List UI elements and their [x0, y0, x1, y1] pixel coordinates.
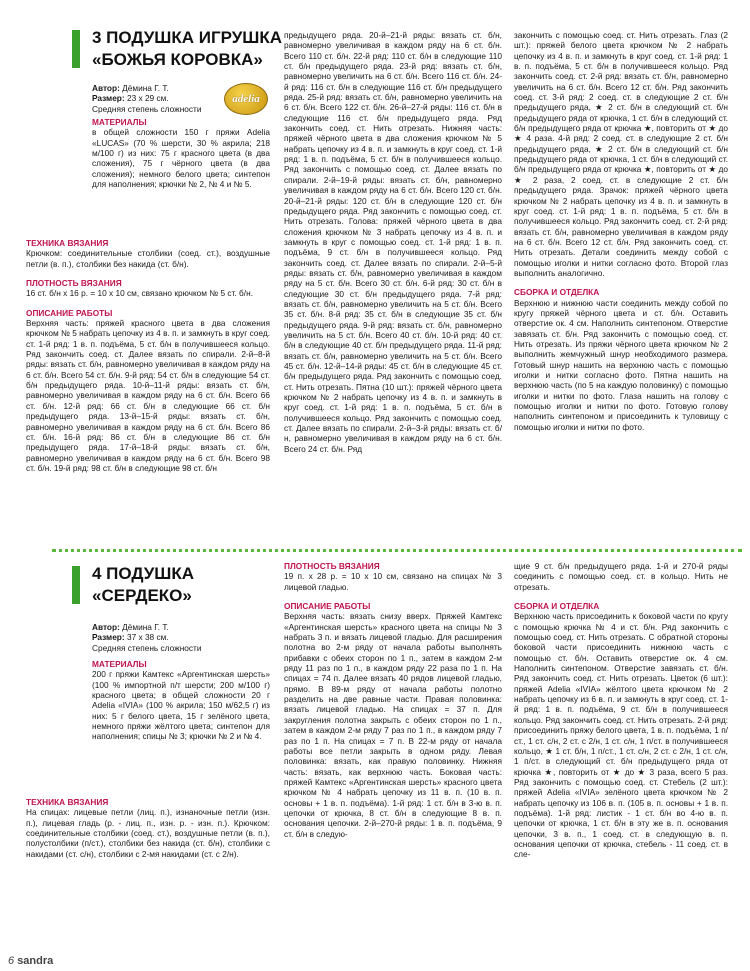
materials-heading-4: МАТЕРИАЛЫ — [92, 659, 147, 669]
technique-text-4: На спицах: лицевые петли (лиц. п.), изнаночные петли (изн. п.), лицевая гладь (р. - лиц. п., изн. р. - изн. п.). Крючком: соединительные столбики (соед. ст.), воздушные петли (в. п.), полустолбики (п/ст.), столбики без накида (ст. б/н), столбики с накидами (ст. с/н), столбики с 2-мя накидами (ст. с 2/н). — [26, 807, 270, 859]
description-continued-4: щие 9 ст. б/н предыдущего ряда. 1-й и 270-й ряды соединить с помощью соед. ст. в кольцо. Нить не отрезать. — [514, 561, 728, 592]
assembly-heading-4: СБОРКА И ОТДЕЛКА — [514, 601, 600, 612]
density-text: 16 ст. б/н х 16 р. = 10 х 10 см, связано крючком № 5 ст. б/н. — [26, 288, 254, 299]
adelia-logo: adelia — [224, 83, 268, 115]
section3-column2 — [284, 30, 502, 548]
density-text-4: 19 п. х 28 р. = 10 х 10 см, связано на спицах № 3 лицевой гладью. — [284, 571, 502, 592]
section4-materials — [92, 659, 270, 789]
assembly-heading: СБОРКА И ОТДЕЛКА — [514, 287, 600, 298]
assembly-text: Верхнюю и нижнюю части соединить между собой по кругу пряжей чёрного цвета и ст. б/н. Оставить отверстие ок. 4 см. Наполнить синтепоном. Отверстие завязать ст. б/н. Ряд закончить с помощью соед. ст. Нить отрезать. Из пряжи чёрного цвета крючком № 2 выполнить жемчужный шнур необходимого размера. Готовый шнур нашить на верхнюю часть с помощью иголки и нитки согласно фото. Пятна нашить на верхнюю часть (по 5 на каждую половинку) с помощью иголки и нитки по фото. Глаза нашить на голову с помощью иголки и нитки по фото. Готовую голову наполнить синтепоном и присоединить к туловищу с помощью иголки и нитки по фото. — [514, 297, 728, 432]
section3-title-line2: «БОЖЬЯ КОРОВКА» — [92, 50, 263, 69]
description-heading-4: ОПИСАНИЕ РАБОТЫ — [284, 601, 371, 612]
description-continued-2: закончить с помощью соед. ст. Нить отрезать. Глаз (2 шт.): пряжей белого цвета крючком № 2 набрать цепочку из 4 в. п. и замкнуть в круг соед. ст. 1-й ряд: 1 в. п. подъёма, 5 ст. б/н в получившееся кольцо. Ряд закончить соед. ст. 2-й ряд: вязать ст. б/н, равномерно увеличить на 6 ст. б/н. Всего 12 ст. б/н. Ряд закончить соед. ст. 3-й ряд: 2 соед. ст. в следующие 2 ст. б/н предыдущего ряда, ★ 2 ст. б/н в следующий ст. б/н предыдущего ряда от крючка, 1 ст. б/н в следующий ст. б/н предыдущего ряда от крючка ★, повторить от ★ до ★ 4 раза. 4-й ряд: 2 соед. ст. в следующие 2 ст. б/н предыдущего ряда, ★ 2 ст. б/н в следующий ст. б/н предыдущего ряда от крючка, 1 ст. б/н в следующий ст. б/н предыдущего ряда от крючка ★, повторить от ★ до ★ 2 раза, 2 соед. ст. в следующие 2 ст. б/н предыдущего ряда. Зрачок: пряжей чёрного цвета крючком № 2 набрать цепочку из 4 в. п. и замкнуть в круг соед. ст. 1-й ряд: 1 в. п. подъёма, 5 ст. б/н в получившееся кольцо. Ряд закончить соед. ст. 2-й ряд: вязать ст. б/н, равномерно увеличивая в каждом ряду на 6 ст. б/н. Всего 12 ст. б/н. Ряд закончить соед. ст. Нить отрезать. Детали соединить между собой с помощью иголки и нитки согласно фото. Второй глаз выполнить аналогично. — [514, 30, 728, 278]
section4-title-line1: 4 ПОДУШКА — [92, 564, 195, 583]
assembly-text-4: Верхнюю часть присоединить к боковой части по кругу с помощью крючка № 4 и ст. б/н. Ряд закончить с помощью соед. ст. Нить отрезать. С обратной стороны боковой части присоединить нижнюю часть с помощью ст. б/н. Оставить отверстие ок. 4 см. Наполнить синтепоном. Отверстие завязать ст. б/н. Ряд закончить соед. ст. Нить отрезать. Цветок (6 шт.): пряжей Adelia «IVIA» жёлтого цвета крючком № 2 набрать цепочку из 6 в. п. и замкнуть в круг соед. ст. 1-й ряд: 1 в. п. подъёма, 9 ст. б/н в получившееся кольцо. Ряд закончить соед. ст. Нить отрезать. 2-й ряд: присоединить пряжу белого цвета, 1 в. п. подъёма, 1 п/ст., 1 ст. с/н, 2 ст. с 2/н, 1 ст. с/н, 1 п/ст. в получившееся кольцо, ★ 1 ст. б/н, 1 п/ст., 1 ст. с/н, 2 ст. с 2/н, 1 ст. с/н, 1 п/ст. в следующий ст. б/н предыдущего ряда от крючка ★, повторить от ★ до ★ 3 раза, всего 5 раз. Ряд закончить с помощью соед. ст. Стебель (2 шт.): пряжей Adelia «IVIA» зелёного цвета крючком № 2 набрать цепочку из 106 в. п. (105 в. п. основы + 1 в. п. подъёма). 1-й ряд: листик - 1 ст. б/н во 4-ю в. п. цепочки от крючка, 1 ст. б/н в эту же в. п. основания цепочки, 3 в. п., 1 соед. ст. в следующую в. п. основания цепочки от крючка, стебель - 11 соед. ст. в сле- — [514, 611, 728, 860]
section4-column2 — [284, 561, 502, 956]
density-heading-4: ПЛОТНОСТЬ ВЯЗАНИЯ — [284, 561, 380, 571]
section4-accent-bar — [72, 566, 80, 604]
density-heading: ПЛОТНОСТЬ ВЯЗАНИЯ — [26, 278, 122, 289]
section4-meta: Автор: Дёмина Г. Т. Размер: 37 х 38 см. Средняя степень сложности — [92, 622, 202, 653]
description-text-4: Верхняя часть: вязать снизу вверх. Пряжей Камтекс «Аргентинская шерсть» красного цвета на спицы № 3 набрать 3 п. и вязать лицевой гладью. Для расширения полотна во 2-м ряду от начала работы выполнять прибавки с обеих сторон по 1 п., затем в каждом 2-м ряду 11 раз по 1 п., в каждом ряду 22 раза по 1 п. На спицах = 74 п. Далее вязать 40 рядов лицевой гладью, прямо. В 89-м ряду от начала работы полотно разделить на две равные части. Правая половинка: вязать лицевой гладью. На спицах = 37 п. Для закругления полотна закрыть с обеих сторон по 1 п., затем в каждом 2-м ряду 7 раз по 1 п., в каждом ряду 7 раз по 1 п. На спицах = 7 п. В 22-м ряду от начала работы все петли закрыть в одном ряду. Левая половинка: вязать, как правую половинку. Нижняя часть: вязать, как верхнюю часть. Боковая часть: пряжей Камтекс «Аргентинская шерсть» красного цвета крючком № 4 набрать цепочку из 11 в. п. (10 в. п. основы + 1 в. п. подъёма). 1-й ряд: 1 ст. б/н в 3-ю в. п. цепочки от крючка, 8 ст. б/н в следующие 8 в. п. основания цепочки. 2-й–270-й ряды: 1 в. п. подъёма, 9 ст. б/н в следую- — [284, 611, 502, 839]
technique-heading-4: ТЕХНИКА ВЯЗАНИЯ — [26, 797, 109, 807]
description-continued: предыдущего ряда. 20-й–21-й ряды: вязать ст. б/н, равномерно увеличивая в каждом ряду на 6 ст. б/н. Всего 110 ст. б/н. 22-й ряд: 110 ст. б/н в следующие 110 ст. б/н предыдущего ряда. 23-й ряд: вязать ст. б/н, равномерно увеличить на 6 ст. б/н. Всего 116 ст. б/н. 24-й ряд: 116 ст. б/н в следующие 116 ст. б/н предыдущего ряда. 25-й ряд: вязать ст. б/н, равномерно увеличить на 6 ст. б/н. Всего 122 ст. б/н. 26-й–27-й ряды: 116 ст. б/н в следующие 116 ст. б/н предыдущего ряда. Ряд закончить соед. ст. Нить отрезать. Нижняя часть: пряжей чёрного цвета в два сложения крючком № 5 набрать цепочку из 4 в. п. и замкнуть в круг соед. ст. 1-й ряд: 1 в. п. подъёма, 5 ст. б/н в получившееся кольцо. Ряд закончить с помощью соед. ст. Далее вязать по спирали. 2-й–19-й ряды: вязать ст. б/н, равномерно увеличивая в каждом ряду на 6 ст. б/н. Всего 120 ст. б/н. 20-й–21-й ряды: 120 ст. б/н в следующие 120 ст. б/н предыдущего ряда. Ряд закончить с помощью соед. ст. Нить отрезать. Голова: пряжей чёрного цвета в два сложения крючком № 3 набрать цепочку из 4 в. п. и замкнуть в круг с помощью соед. ст. 1-й ряд: 1 в. п. подъёма, 9 ст. б/н в получившееся кольцо. Ряд закончить соед. ст. Далее вязать по спирали. 2-й–5-й ряды: вязать ст. б/н, равномерно увеличивая в каждом ряду на 5 ст. б/н. Всего 30 ст. б/н. 6-й ряд: 30 ст. б/н в следующие 30 ст. б/н предыдущего ряда. 7-й ряд: вязать ст. б/н, равномерно увеличить на 5 ст. б/н. Всего 35 ст. б/н. 8-й ряд: 35 ст. б/н в следующие 35 ст. б/н предыдущего ряда. 9-й ряд: вязать ст. б/н, равномерно увеличить на 5 ст. б/н. Всего 40 ст. б/н. 10-й ряд: 40 ст. б/н в следующие 40 ст. б/н предыдущего ряда. 11-й ряд: вязать ст. б/н, равномерно увеличить на 5 ст. б/н. Всего 45 ст. б/н. 12-й–14-й ряды: 45 ст. б/н в следующие 45 ст. б/н предыдущего ряда. Ряд закончить с помощью соед. ст. Нить отрезать. Пятна (10 шт.): пряжей чёрного цвета крючком № 2 набрать цепочку из 4 в. п. и замкнуть в круг соед. ст. 1-й ряд: 1 в. п. подъёма, 5 ст. б/н в получившееся кольцо. Ряд закончить с помощью соед. ст. Далее вязать по спирали. 2-й–3-й ряды: вязать ст. б/н, равномерно увеличивая в каждом ряду на 6 ст. б/н. Всего 24 ст. б/н. Ряд — [284, 30, 502, 454]
page-footer — [8, 955, 53, 967]
section3-meta: Автор: Дёмина Г. Т. Размер: 23 х 29 см. Средняя степень сложности — [92, 83, 202, 114]
magazine-brand: sandra — [17, 955, 54, 967]
description-text: Верхняя часть: пряжей красного цвета в два сложения крючком № 5 набрать цепочку из 4 в. п. и замкнуть в круг соед. ст. 1-й ряд: 1 в. п. подъёма, 5 ст. б/н в получившееся кольцо. Ряд закончить соед. ст. Далее вязать по спирали. 2-й–8-й ряды: вязать ст. б/н, равномерно увеличивая в каждом ряду на 6 ст. б/н. Всего 54 ст. б/н. 9-й ряд: 54 ст. б/н в следующие 54 ст. б/н предыдущего ряда. 10-й–11-й ряды: вязать ст. б/н, равномерно увеличивая в каждом ряду на 6 ст. б/н. Всего 66 ст. б/н. 12-й ряд: 66 ст. б/н в следующие 66 ст. б/н предыдущего ряда. 13-й–15-й ряды: вязать ст. б/н, равномерно увеличивая в каждом ряду на 6 ст. б/н. Всего 86 ст. б/н. 16-й ряд: 86 ст. б/н в следующие 86 ст. б/н предыдущего ряда. 17-й–18-й ряды: вязать ст. б/н, равномерно увеличивая в каждом ряду на 6 ст. б/н. Всего 98 ст. б/н. 19-й ряд: 98 ст. б/н в следующие 98 ст. б/н — [26, 318, 270, 473]
materials-heading: МАТЕРИАЛЫ — [92, 117, 147, 127]
section4-technique — [26, 797, 270, 947]
technique-text: Крючком: соединительные столбики (соед. ст.), воздушные петли (в. п.), столбики без накида (ст. б/н). — [26, 248, 270, 269]
technique-heading: ТЕХНИКА ВЯЗАНИЯ — [26, 238, 109, 248]
section3-accent-bar — [72, 30, 80, 68]
section3-title-line1: 3 ПОДУШКА ИГРУШКА — [92, 28, 283, 47]
section4-title-line2: «СЕРДЕКО» — [92, 586, 192, 605]
page-number: 6 — [8, 955, 15, 967]
description-heading: ОПИСАНИЕ РАБОТЫ — [26, 307, 113, 318]
materials-text: в общей сложности 150 г пряжи Adelia «LUCAS» (70 % шерсти, 30 % акрила; 218 м/100 г) из них: 75 г красного цвета (в два сложения), 75 г чёрного цвета (в два сложения); немного белого цвета; синтепон для наполнения; крючки № 2, № 4 и № 5. — [92, 127, 270, 190]
section3-column1-lower — [26, 238, 270, 548]
section3-column3 — [514, 30, 728, 548]
section4-column3 — [514, 561, 728, 956]
materials-text-4: 200 г пряжи Камтекс «Аргентинская шерсть» (100 % импортной п/т шерсти; 200 м/100 г) красного цвета; в общей сложности 20 г Adelia «IVIA» (100 % акрила; 150 м/62,5 г) из них: 5 г белого цвета, 15 г зелёного цвета, немного пряжи жёлтого цвета; синтепон для наполнения; спицы № 3; крючки № 2 и № 4. — [92, 669, 270, 742]
section-divider — [52, 549, 742, 552]
